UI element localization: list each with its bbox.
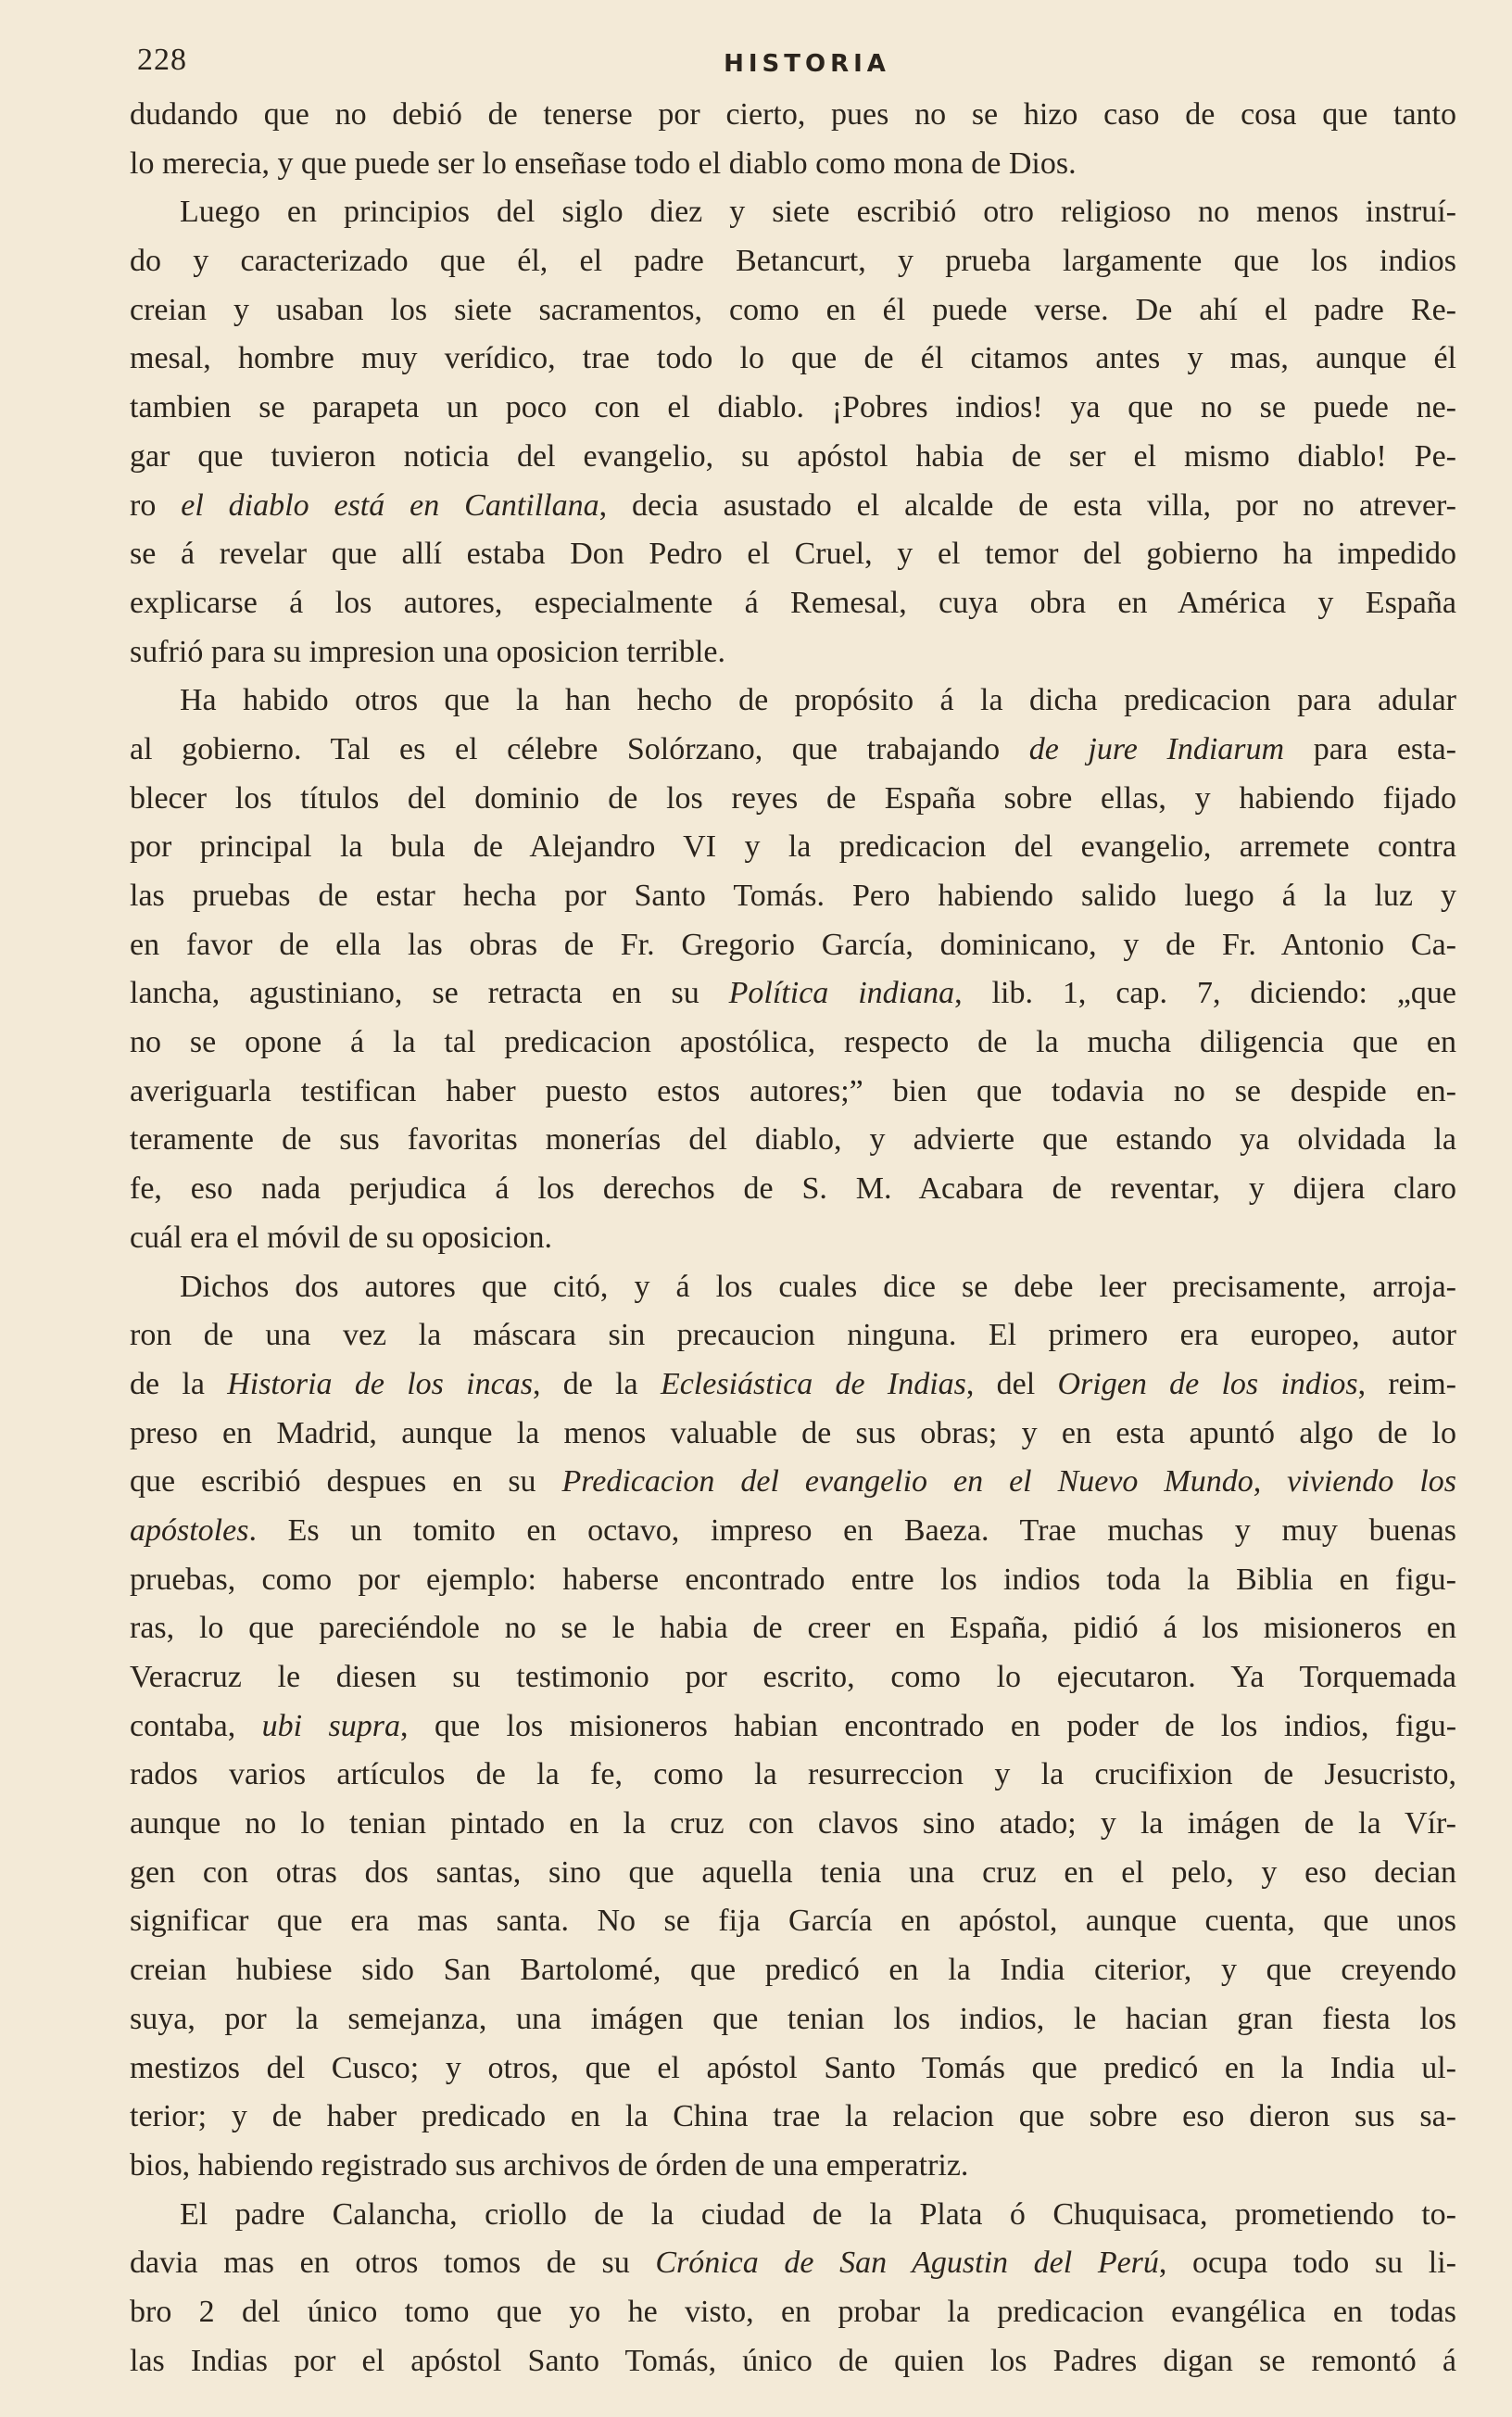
text-run: para esta- xyxy=(1284,731,1456,766)
text-line xyxy=(130,1116,1456,1165)
text-run: . Es un tomito en octavo, impreso en Baeza. Trae muchas y muy buenas xyxy=(248,1512,1456,1548)
text-run: Dichos dos autores que citó, y á los cuales dice se debe leer precisamente, arroja- xyxy=(180,1269,1456,1304)
text-line xyxy=(130,237,1456,286)
text-line xyxy=(130,2337,1456,2386)
text-line xyxy=(130,2288,1456,2337)
italic-text: ubi supra xyxy=(261,1708,401,1743)
text-run: terior; y de haber predicado en la China trae la relacion que sobre eso dieron sus sa- xyxy=(130,2099,1456,2134)
text-line xyxy=(130,579,1456,628)
text-run: El padre Calancha, criollo de la ciudad de la Plata ó Chuquisaca, prometiendo to- xyxy=(180,2196,1456,2232)
italic-text: el diablo está en Cantillana xyxy=(181,487,599,523)
text-run: , reim- xyxy=(1357,1366,1456,1401)
italic-text: apóstoles xyxy=(130,1512,249,1548)
text-line xyxy=(130,1019,1456,1068)
text-line xyxy=(130,1946,1456,1995)
italic-text: Política indiana xyxy=(728,976,955,1011)
italic-text: Crónica de San Agustin del Perú xyxy=(655,2246,1159,2281)
text-run: sufrió para su impresion una oposicion terrible. xyxy=(130,634,726,669)
text-line xyxy=(130,2093,1456,2142)
text-run: las pruebas de estar hecha por Santo Tomás. Pero habiendo salido luego á la luz y xyxy=(130,879,1456,913)
text-line xyxy=(130,1507,1456,1556)
book-page xyxy=(130,37,1456,2391)
text-line xyxy=(130,188,1456,237)
text-run: preso en Madrid, aunque la menos valuable de sus obras; y en esta apuntó algo de lo xyxy=(130,1415,1456,1450)
text-run: davia mas en otros tomos de su xyxy=(130,2246,656,2281)
text-line xyxy=(130,1604,1456,1653)
text-line xyxy=(130,1214,1456,1263)
text-run: ro xyxy=(130,487,182,523)
text-line xyxy=(130,969,1456,1019)
paragraph xyxy=(130,1263,1456,2191)
text-line xyxy=(130,2142,1456,2191)
text-line xyxy=(130,823,1456,872)
text-run: aunque no lo tenian pintado en la cruz con clavos sino atado; y la imágen de la Vír- xyxy=(130,1806,1456,1841)
italic-text: Predicacion del evangelio en el Nuevo Mundo, viviendo los xyxy=(561,1464,1456,1500)
text-run: gar que tuvieron noticia del evangelio, su apóstol habia de ser el mismo diablo! Pe- xyxy=(130,438,1456,474)
text-run: blecer los títulos del dominio de los reyes de España sobre ellas, y habiendo fijado xyxy=(130,780,1456,816)
text-line xyxy=(130,1458,1456,1507)
text-run: lo merecia, y que puede ser lo enseñase todo el diablo como mona de Dios. xyxy=(130,146,1077,181)
text-line xyxy=(130,335,1456,384)
text-line xyxy=(130,433,1456,482)
text-line xyxy=(130,91,1456,140)
text-line xyxy=(130,1995,1456,2044)
text-run: , lib. 1, cap. 7, diciendo: „que xyxy=(954,976,1457,1011)
text-run: fe, eso nada perjudica á los derechos de S. M. Acabara de reventar, y dijera claro xyxy=(130,1171,1456,1207)
text-run: cuál era el móvil de su oposicion. xyxy=(130,1220,553,1255)
text-line xyxy=(130,1849,1456,1898)
body-text xyxy=(130,91,1456,2385)
text-run: explicarse á los autores, especialmente á Remesal, cuya obra en América y España xyxy=(130,585,1456,620)
text-line xyxy=(130,677,1456,726)
text-run: en favor de ella las obras de Fr. Gregorio García, dominicano, y de Fr. Antonio Ca- xyxy=(130,927,1456,962)
text-line xyxy=(130,921,1456,970)
running-title: HISTORIA xyxy=(724,50,890,78)
text-run: averiguarla testifican haber puesto estos autores;” bien que todavia no se despide en- xyxy=(130,1073,1456,1108)
text-run: tambien se parapeta un poco con el diablo. ¡Pobres indios! ya que no se puede ne- xyxy=(130,390,1456,425)
page-number: 228 xyxy=(137,43,187,77)
text-line xyxy=(130,482,1456,531)
paragraph xyxy=(130,188,1456,677)
text-line xyxy=(130,1556,1456,1605)
text-line xyxy=(130,775,1456,824)
text-run: Luego en principios del siglo diez y siete escribió otro religioso no menos instruí- xyxy=(180,195,1456,230)
text-line xyxy=(130,726,1456,775)
text-line xyxy=(130,1410,1456,1459)
text-run: ras, lo que pareciéndole no se le habia de creer en España, pidió á los misioneros en xyxy=(130,1611,1456,1646)
text-run: ron de una vez la máscara sin precaucion ninguna. El primero era europeo, autor xyxy=(130,1318,1456,1353)
text-run: creian y usaban los siete sacramentos, como en él puede verse. De ahí el padre Re- xyxy=(130,292,1456,327)
text-line xyxy=(130,140,1456,189)
text-run: no se opone á la tal predicacion apostólica, respecto de la mucha diligencia que en xyxy=(130,1025,1456,1060)
text-run: Veracruz le diesen su testimonio por escrito, como lo ejecutaron. Ya Torquemada xyxy=(130,1660,1456,1694)
text-run: , que los misioneros habian encontrado en poder de los indios, figu- xyxy=(400,1708,1457,1743)
text-run: mesal, hombre muy verídico, trae todo lo que de él citamos antes y mas, aunque él xyxy=(130,341,1456,376)
text-run: , de la xyxy=(532,1366,661,1401)
text-run: contaba, xyxy=(130,1708,262,1743)
text-run: do y caracterizado que él, el padre Betancurt, y prueba largamente que los indios xyxy=(130,244,1456,279)
text-run: , del xyxy=(965,1366,1058,1401)
text-run: rados varios artículos de la fe, como la resurreccion y la crucifixion de Jesucristo, xyxy=(130,1757,1456,1792)
text-run: suya, por la semejanza, una imágen que tenian los indios, le hacian gran fiesta los xyxy=(130,2001,1456,2036)
text-run: teramente de sus favoritas monerías del diablo, y advierte que estando ya olvidada la xyxy=(130,1122,1456,1158)
text-run: gen con otras dos santas, sino que aquella tenia una cruz en el pelo, y eso decian xyxy=(130,1854,1456,1890)
text-line xyxy=(130,628,1456,677)
italic-text: de jure Indiarum xyxy=(1028,731,1285,766)
text-run: pruebas, como por ejemplo: haberse encontrado entre los indios toda la Biblia en figu- xyxy=(130,1562,1456,1597)
text-run: que escribió despues en su xyxy=(130,1464,562,1500)
text-run: Ha habido otros que la han hecho de propósito á la dicha predicacion para adular xyxy=(180,683,1456,718)
text-line xyxy=(130,1653,1456,1702)
text-run: por principal la bula de Alejandro VI y la predicacion del evangelio, arremete contra xyxy=(130,829,1456,865)
text-run: al gobierno. Tal es el célebre Solórzano, que trabajando xyxy=(130,731,1029,766)
italic-text: Historia de los incas xyxy=(227,1366,533,1401)
paragraph xyxy=(130,91,1456,188)
text-line xyxy=(130,1068,1456,1117)
text-line xyxy=(130,530,1456,579)
text-line xyxy=(130,2191,1456,2240)
paragraph xyxy=(130,2191,1456,2386)
text-line xyxy=(130,872,1456,921)
text-run: significar que era mas santa. No se fija García en apóstol, aunque cuenta, que unos xyxy=(130,1904,1456,1939)
text-line xyxy=(130,1311,1456,1360)
text-run: , ocupa todo su li- xyxy=(1158,2246,1456,2281)
text-line xyxy=(130,1800,1456,1849)
running-head xyxy=(130,37,1456,85)
text-run: de la xyxy=(130,1366,228,1401)
italic-text: Eclesiástica de Indias xyxy=(660,1366,966,1401)
text-line xyxy=(130,384,1456,433)
text-line xyxy=(130,1702,1456,1752)
paragraph xyxy=(130,677,1456,1262)
text-line xyxy=(130,2044,1456,2094)
text-run: , decia asustado el alcalde de esta villa, por no atrever- xyxy=(598,487,1456,523)
text-run: las Indias por el apóstol Santo Tomás, único de quien los Padres digan se remontó á xyxy=(130,2343,1456,2378)
text-line xyxy=(130,1897,1456,1946)
text-run: se á revelar que allí estaba Don Pedro el Cruel, y el temor del gobierno ha impedido xyxy=(130,537,1456,572)
text-run: mestizos del Cusco; y otros, que el apóstol Santo Tomás que predicó en la India ul- xyxy=(130,2050,1456,2085)
text-line xyxy=(130,1360,1456,1410)
text-line xyxy=(130,1165,1456,1214)
text-run: bios, habiendo registrado sus archivos de órden de una emperatriz. xyxy=(130,2147,969,2183)
text-run: creian hubiese sido San Bartolomé, que predicó en la India citerior, y que creyendo xyxy=(130,1953,1456,1988)
text-line xyxy=(130,1751,1456,1800)
text-line xyxy=(130,2239,1456,2288)
italic-text: Origen de los indios xyxy=(1057,1366,1358,1401)
text-run: bro 2 del único tomo que yo he visto, en probar la predicacion evangélica en todas xyxy=(130,2294,1456,2329)
text-line xyxy=(130,1263,1456,1312)
text-run: dudando que no debió de tenerse por cierto, pues no se hizo caso de cosa que tanto xyxy=(130,97,1456,132)
text-run: lancha, agustiniano, se retracta en su xyxy=(130,976,729,1011)
text-line xyxy=(130,286,1456,335)
